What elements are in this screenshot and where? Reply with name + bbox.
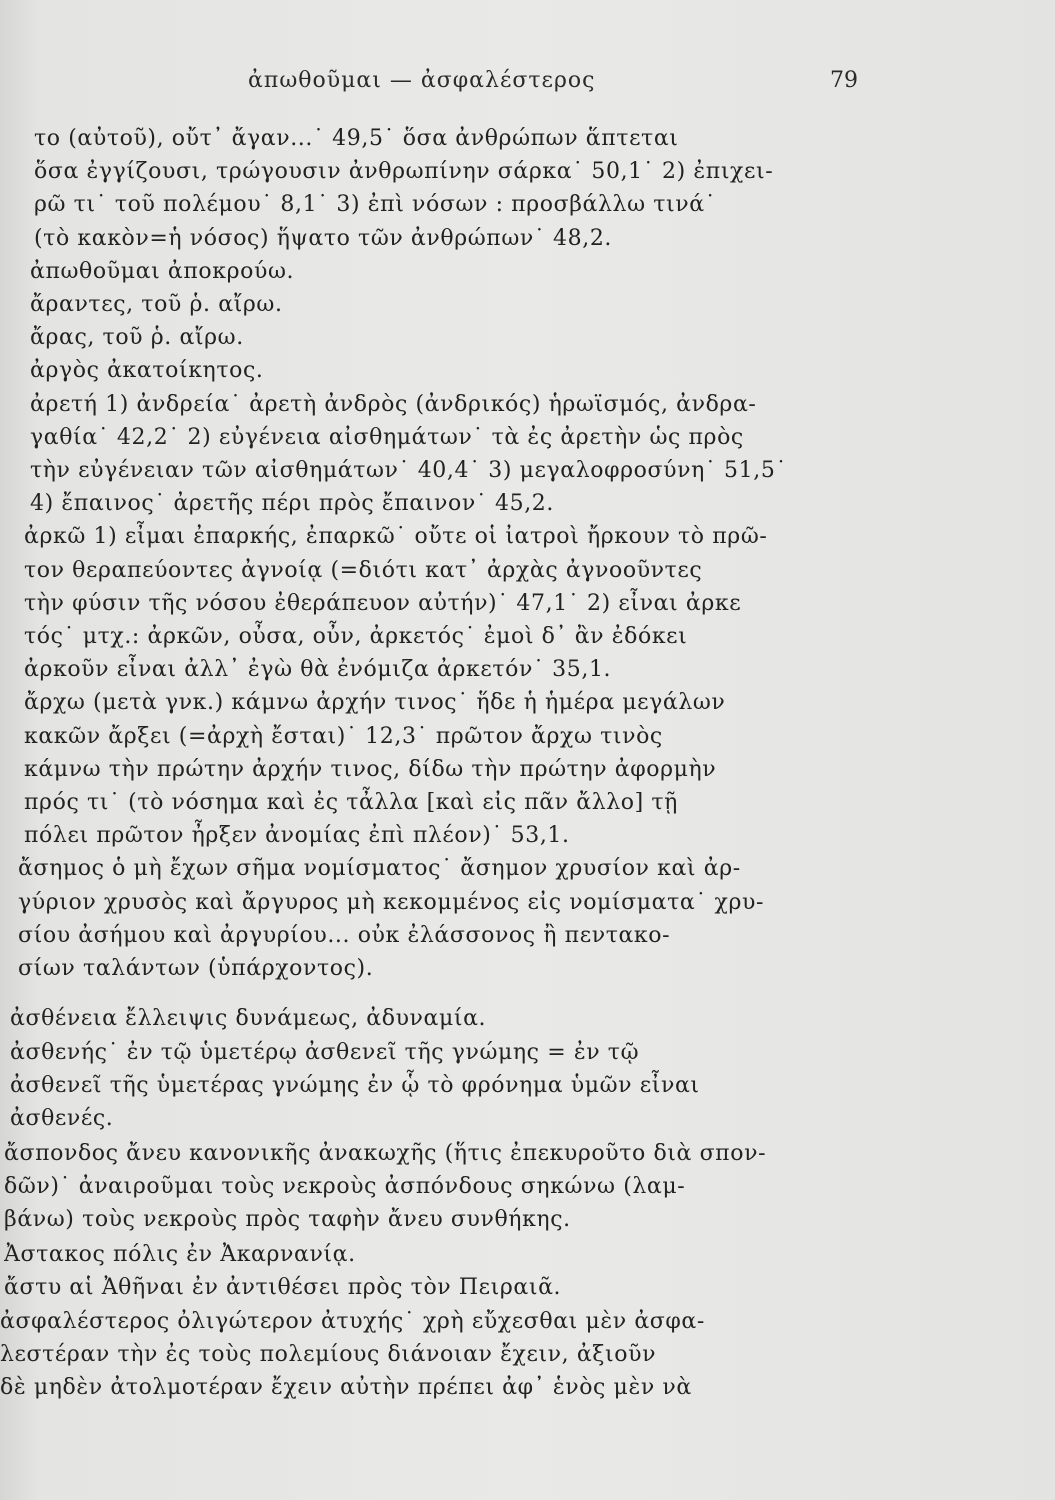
entry-headword-line: ἀρκῶ 1) εἶμαι ἐπαρκής, ἐπαρκῶ˙ οὔτε οἱ ἰατροὶ ἤρκουν τὸ πρῶ- (24, 524, 768, 549)
page-number: 79 (830, 68, 858, 93)
text-line: δὲ μηδὲν ἀτολμοτέραν ἔχειν αὐτὴν πρέπει ἀφ᾿ ἑνὸς μὲν νὰ (0, 1375, 692, 1400)
text-line: 4) ἔπαινος˙ ἀρετῆς πέρι πρὸς ἔπαινον˙ 45,2. (30, 491, 554, 516)
text-line: (τὸ κακὸν=ἡ νόσος) ἥψατο τῶν ἀνθρώπων˙ 48,2. (34, 226, 613, 251)
text-line: πόλει πρῶτον ἦρξεν ἀνομίας ἐπὶ πλέον)˙ 53,1. (24, 823, 570, 848)
running-head (0, 68, 1055, 102)
entry-headword-line: ἀρετή 1) ἀνδρεία˙ ἀρετὴ ἀνδρὸς (ἀνδρικός) ἡρωϊσμός, ἀνδρα- (30, 392, 757, 417)
entry-headword-line: ἀπωθοῦμαι ἀποκρούω. (30, 259, 295, 284)
text-line: τός˙ μτχ.: ἀρκῶν, οὖσα, οὖν, ἀρκετός˙ ἐμοὶ δ᾿ ἂν ἐδόκει (24, 624, 688, 649)
entry-headword-line: ἄστυ αἱ Ἀθῆναι ἐν ἀντιθέσει πρὸς τὸν Πειραιᾶ. (4, 1275, 562, 1300)
text-line: δῶν)˙ ἀναιροῦμαι τοὺς νεκροὺς ἀσπόνδους σηκώνω (λαμ- (4, 1174, 686, 1199)
running-title: ἀπωθοῦμαι — ἀσφαλέστερος (248, 68, 596, 93)
text-line: λεστέραν τὴν ἐς τοὺς πολεμίους διάνοιαν ἔχειν, ἀξιοῦν (0, 1342, 657, 1367)
text-line: τὴν φύσιν τῆς νόσου ἐθεράπευον αὐτήν)˙ 47,1˙ 2) εἶναι ἀρκε (24, 591, 742, 616)
text-line: ρῶ τι˙ τοῦ πολέμου˙ 8,1˙ 3) ἐπὶ νόσων : προσβάλλω τινά˙ (34, 192, 717, 217)
text-line: σίου ἀσήμου καὶ ἀργυρίου... οὐκ ἐλάσσονος ἢ πεντακο- (18, 923, 671, 948)
text-line: γύριον χρυσὸς καὶ ἄργυρος μὴ κεκομμένος εἰς νομίσματα˙ χρυ- (18, 890, 765, 915)
entry-headword-line: ἄρχω (μετὰ γνκ.) κάμνω ἀρχήν τινος˙ ἥδε ἡ ἡμέρα μεγάλων (24, 690, 726, 715)
entry-headword-line: ἄρας, τοῦ ῥ. αἴρω. (30, 325, 244, 350)
text-line: ἀσθενές. (10, 1106, 114, 1131)
text-line: ἀρκοῦν εἶναι ἀλλ᾿ ἐγὼ θὰ ἐνόμιζα ἀρκετόν˙ 35,1. (24, 657, 612, 682)
entry-headword-line: ἀσθενής˙ ἐν τῷ ὑμετέρῳ ἀσθενεῖ τῆς γνώμης = ἐν τῷ (10, 1040, 640, 1065)
glossary-text (0, 122, 1055, 1462)
text-line: ἀσθενεῖ τῆς ὑμετέρας γνώμης ἐν ᾧ τὸ φρόνημα ὑμῶν εἶναι (10, 1073, 700, 1098)
text-line: βάνω) τοὺς νεκροὺς πρὸς ταφὴν ἄνευ συνθήκης. (4, 1207, 571, 1232)
text-line: πρός τι˙ (τὸ νόσημα καὶ ἐς τἆλλα [καὶ εἰς πᾶν ἄλλο] τῇ (24, 790, 678, 815)
entry-headword-line: ἄσπονδος ἄνευ κανονικῆς ἀνακωχῆς (ἥτις ἐπεκυροῦτο διὰ σπον- (4, 1141, 767, 1166)
text-line: ὅσα ἐγγίζουσι, τρώγουσιν ἀνθρωπίνην σάρκα˙ 50,1˙ 2) ἐπιχει- (34, 159, 774, 184)
entry-headword-line: Ἀστακος πόλις ἐν Ἀκαρνανίᾳ. (4, 1242, 356, 1267)
text-line: κακῶν ἄρξει (=ἀρχὴ ἔσται)˙ 12,3˙ πρῶτον ἄρχω τινὸς (24, 724, 663, 749)
entry-headword-line: ἀσφαλέστερος ὀλιγώτερον ἀτυχής˙ χρὴ εὔχεσθαι μὲν ἀσφα- (0, 1309, 705, 1334)
entry-headword-line: ἄραντες, τοῦ ῥ. αἴρω. (30, 292, 283, 317)
text-line: σίων ταλάντων (ὑπάρχοντος). (18, 956, 374, 981)
entry-headword-line: ἀργὸς ἀκατοίκητος. (30, 358, 264, 383)
text-line: γαθία˙ 42,2˙ 2) εὐγένεια αἰσθημάτων˙ τὰ ἐς ἀρετὴν ὡς πρὸς (30, 425, 744, 450)
text-line: το (αὐτοῦ), οὔτ᾿ ἄγαν...˙ 49,5˙ ὅσα ἀνθρώπων ἅπτεται (34, 126, 679, 151)
entry-headword-line: ἄσημος ὁ μὴ ἔχων σῆμα νομίσματος˙ ἄσημον χρυσίον καὶ ἀρ- (18, 856, 741, 881)
entry-headword-line: ἀσθένεια ἔλλειψις δυνάμεως, ἀδυναμία. (10, 1006, 487, 1031)
text-line: κάμνω τὴν πρώτην ἀρχήν τινος, δίδω τὴν πρώτην ἀφορμὴν (24, 757, 717, 782)
text-line: τον θεραπεύοντες ἀγνοίᾳ (=διότι κατ᾿ ἀρχὰς ἀγνοοῦντες (24, 558, 703, 583)
text-line: τὴν εὐγένειαν τῶν αἰσθημάτων˙ 40,4˙ 3) μεγαλοφροσύνη˙ 51,5˙ (30, 458, 788, 483)
